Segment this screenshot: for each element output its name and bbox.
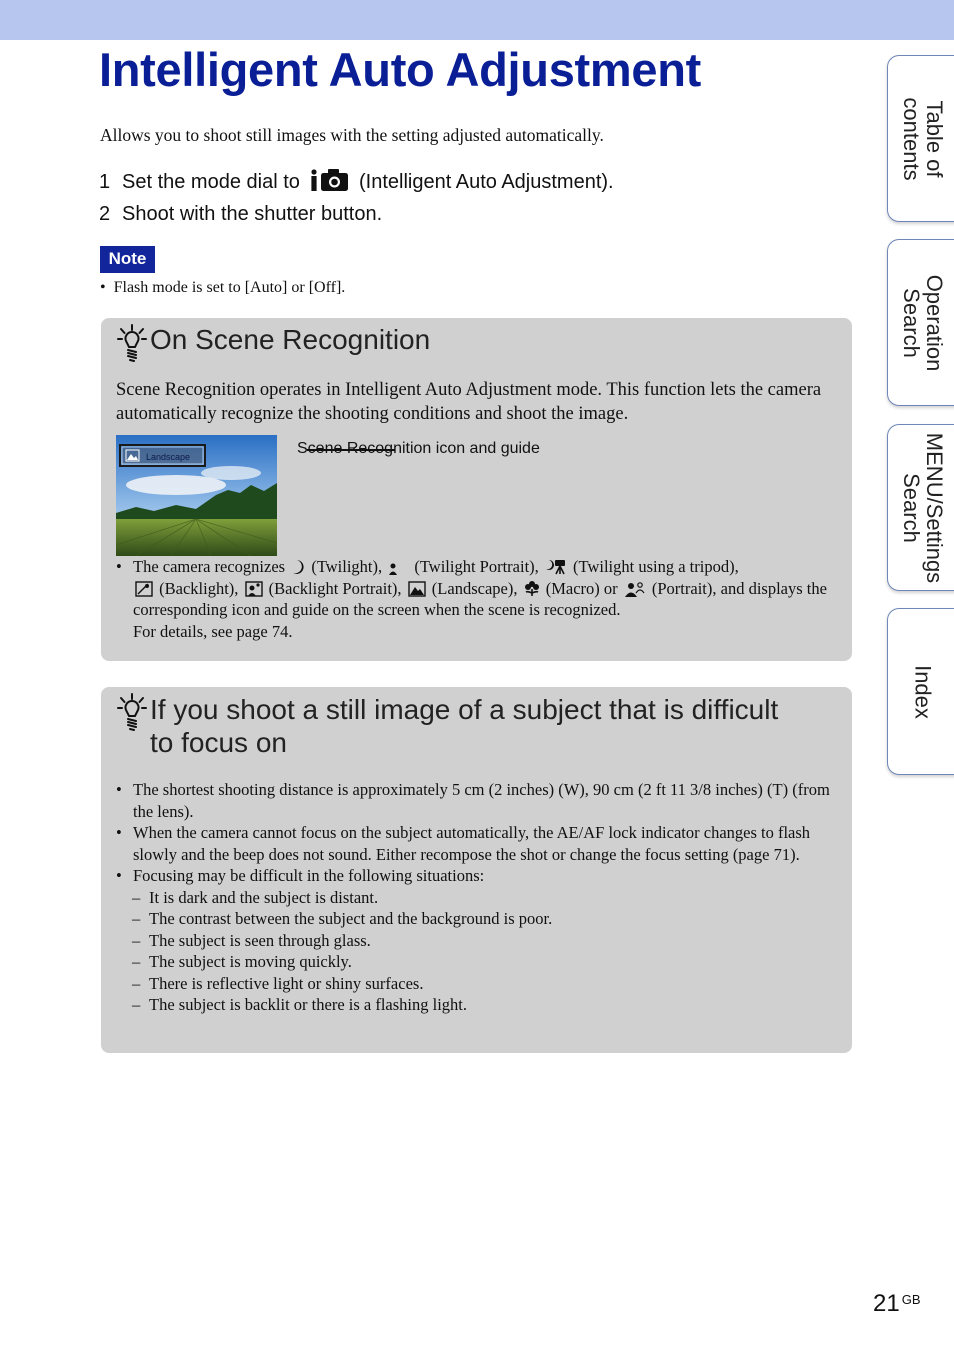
tab-label: MENU/Settings Search	[899, 432, 947, 583]
header-bar	[0, 0, 954, 40]
focus-bullet: • When the camera cannot focus on the subject automatically, the AE/AF lock indicator changes to flash slowly and the beep does not sound. Either recompose the shot or change the focus setting (page 71).	[116, 822, 838, 865]
step-number: 1	[99, 171, 111, 193]
focus-bullet: • The shortest shooting distance is approximately 5 cm (2 inches) (W), 90 cm (2 ft 11 3/8 inches) (T) (from the lens).	[116, 779, 838, 822]
situation-item: – The subject is backlit or there is a flashing light.	[132, 994, 838, 1016]
page-title: Intelligent Auto Adjustment	[99, 43, 701, 96]
scene-bullet: • The camera recognizes (Twilight), (Twilight Portrait), (Twilight using a tripod), (Backlight), (Backlight Portrait), (Landscape), (Macro) or (Portrait), and displays the corresponding icon and guide on the screen when the scene is recognized. For details, see page 74.	[116, 556, 838, 642]
macro-icon	[524, 580, 540, 597]
step-text: Set the mode dial to	[122, 171, 300, 193]
scene-recognition-heading: On Scene Recognition	[150, 324, 431, 355]
situation-item: – It is dark and the subject is distant.	[132, 887, 838, 909]
focus-difficulty-heading: If you shoot a still image of a subject that is difficult to focus on	[150, 694, 779, 758]
backlight-icon	[135, 581, 153, 597]
scene-overlay-label: Landscape	[146, 452, 191, 462]
intelligent-auto-camera-icon	[309, 167, 349, 193]
focus-bullet: • Focusing may be difficult in the following situations: – It is dark and the subject is distant. – The contrast between the subject and the background is poor. – The subject is seen through glass. – The subject is moving quickly. – There is reflective light or shiny surfaces. – The subject is backlit or there is a flashing light.	[116, 865, 838, 1016]
step-text-suffix: (Intelligent Auto Adjustment).	[359, 171, 614, 193]
region-code: GB	[901, 1292, 921, 1307]
situation-item: – There is reflective light or shiny surfaces.	[132, 973, 838, 995]
scene-recognition-box	[101, 318, 852, 661]
step-2	[99, 203, 382, 226]
callout-label: Scene Recognition icon and guide	[297, 440, 540, 457]
tip-bulb-icon	[117, 324, 149, 364]
step-number: 2	[99, 203, 111, 225]
situation-item: – The subject is moving quickly.	[132, 951, 838, 973]
portrait-icon	[624, 581, 646, 597]
step-text: Shoot with the shutter button.	[122, 203, 383, 225]
note-badge: Note	[100, 246, 155, 273]
tab-label: Operation Search	[899, 274, 947, 371]
tab-operation-search[interactable]	[887, 239, 954, 406]
intro-text: Allows you to shoot still images with the setting adjusted automatically.	[100, 125, 604, 145]
step-1	[99, 167, 614, 194]
situation-item: – The subject is seen through glass.	[132, 930, 838, 952]
situation-item: – The contrast between the subject and the background is poor.	[132, 908, 838, 930]
backlight-portrait-icon	[245, 581, 263, 597]
page-number: 21 $^{GB}$	[873, 1290, 921, 1317]
scene-bullet-list	[116, 556, 838, 642]
landscape-icon	[408, 581, 426, 597]
tab-menu-settings-search[interactable]	[887, 424, 954, 591]
scene-recognition-paragraph: Scene Recognition operates in Intelligent Auto Adjustment mode. This function lets the camera automatically recognize the shooting conditions and shoot the image.	[116, 380, 822, 424]
focus-bullet-list	[116, 779, 838, 1016]
tab-label: Index	[910, 664, 936, 719]
twilight-portrait-icon	[388, 559, 408, 575]
situation-list	[133, 887, 838, 1016]
tab-table-of-contents[interactable]	[887, 55, 954, 222]
tab-label: Table of contents	[899, 96, 947, 181]
landscape-screen-image	[116, 435, 277, 556]
tab-index[interactable]	[887, 608, 954, 775]
focus-difficulty-box	[101, 687, 852, 1053]
tip-bulb-icon	[117, 693, 149, 733]
twilight-tripod-icon	[545, 559, 567, 575]
note-item: • Flash mode is set to [Auto] or [Off].	[100, 279, 346, 296]
twilight-icon	[291, 559, 305, 575]
